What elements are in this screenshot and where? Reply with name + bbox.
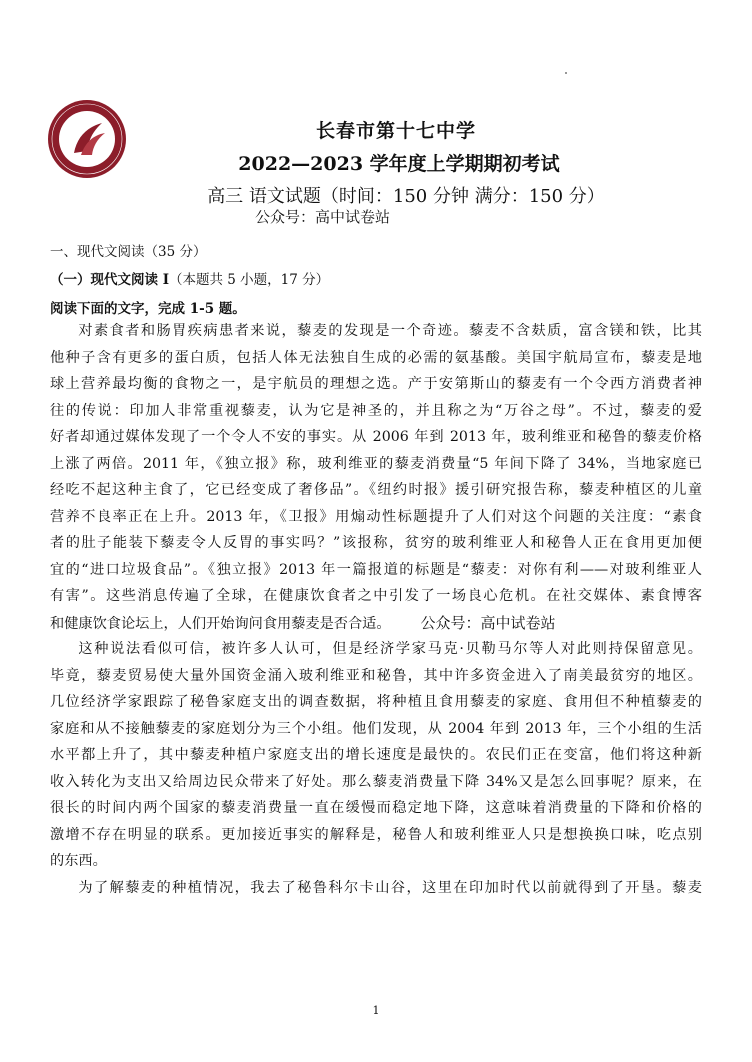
- paragraph-line: 家庭和从不接触藜麦的家庭划分为三个小组。他们发现，从 2004 年到 2013 年，三个小组的生活: [50, 720, 702, 737]
- instruction: 阅读下面的文字，完成 1-5 题。: [50, 301, 246, 317]
- paragraph-text: 和健康饮食论坛上，人们开始询问食用藜麦是否合适。: [50, 615, 391, 632]
- speck: [565, 72, 567, 74]
- paragraph-line: 这种说法看似可信，被许多人认可，但是经济学家马克·贝勒马尔等人对此则持保留意见。: [78, 641, 702, 657]
- paragraph-line: 的东西。: [50, 853, 107, 869]
- school-title: 长春市第十七中学: [315, 120, 476, 142]
- paragraph-line: 水平都上升了，其中藜麦种植户家庭支出的增长速度是最快的。农民们正在变富，他们将这种新: [50, 747, 702, 763]
- watermark-top: 公众号：高中试卷站: [255, 208, 391, 226]
- paragraph-line: 对素食者和肠胃疾病患者来说，藜麦的发现是一个奇迹。藜麦不含麸质，富含镁和铁，比其: [78, 323, 702, 339]
- paragraph-3: [50, 875, 702, 902]
- subsection-title: （一）现代文阅读 I: [50, 272, 170, 288]
- paragraph-line: 几位经济学家跟踪了秘鲁家庭支出的调查数据，将种植且食用藜麦的家庭、食用但不种植藜麦的: [50, 694, 702, 710]
- paragraph-line-last: [50, 610, 702, 638]
- paragraph-line: 好者却通过媒体发现了一个令人不安的事实。从 2006 年到 2013 年，玻利维亚和秘鲁的藜麦价格: [50, 429, 702, 445]
- subsection-heading: [50, 268, 329, 288]
- exam-title: 2022—2023 学年度上学期期初考试: [238, 153, 560, 175]
- paragraph-line: 球上营养最均衡的食物之一，是宇航员的理想之选。产于安第斯山的藜麦有一个令西方消费者神: [50, 376, 702, 392]
- subject-line: 高三 语文试题（时间：150 分钟 满分：150 分）: [207, 186, 605, 207]
- paragraph-line: 收入转化为支出又给周边民众带来了好处。那么藜麦消费量下降 34%又是怎么回事呢？原来，在: [50, 773, 702, 790]
- paragraph-line: 很长的时间内两个国家的藜麦消费量一直在缓慢而稳定地下降，这意味着消费量的下降和价格的: [50, 800, 702, 816]
- paragraph-line: 往的传说：印加人非常重视藜麦，认为它是神圣的，并且称之为“万谷之母”。不过，藜麦的爱: [50, 402, 702, 419]
- watermark-inline: 公众号：高中试卷站: [420, 613, 556, 632]
- paragraph-line: 他种子含有更多的蛋白质，包括人体无法独自生成的必需的氨基酸。美国宇航局宣布，藜麦是地: [50, 349, 702, 366]
- paragraph-line: 有害”。这些消息传遍了全球，在健康饮食者之中引发了一场良心危机。在社交媒体、素食博客: [50, 588, 702, 604]
- page-number: 1: [372, 1004, 380, 1017]
- paragraph-1: [50, 318, 702, 637]
- paragraph-line: 者的肚子能装下藜麦令人反胃的事实吗？”该报称，贫穷的玻利维亚人和秘鲁人正在食用更加便: [50, 535, 702, 551]
- paragraph-line: 毕竟，藜麦贸易使大量外国资金涌入玻利维亚和秘鲁，其中许多资金进入了南美最贫穷的地区。: [50, 667, 702, 684]
- paragraph-line: 为了解藜麦的种植情况，我去了秘鲁科尔卡山谷，这里在印加时代以前就得到了开垦。藜麦: [78, 880, 702, 896]
- subsection-note: （本题共 5 小题，17 分）: [169, 272, 330, 288]
- paragraph-line: 经吃不起这种主食了，它已经变成了奢侈品”。《纽约时报》援引研究报告称，藜麦种植区的儿童: [50, 482, 702, 498]
- section-heading: 一、现代文阅读（35 分）: [50, 244, 207, 260]
- paragraph-line: 营养不良率正在上升。2013 年，《卫报》用煽动性标题提升了人们对这个问题的关注度：“素食: [50, 508, 702, 525]
- paragraph-line: 激增不存在明显的联系。更加接近事实的解释是，秘鲁人和玻利维亚人只是想换换口味，吃点别: [50, 826, 702, 843]
- paragraph-2: [50, 636, 702, 875]
- paragraph-line: 宜的“进口垃圾食品”。《独立报》2013 年一篇报道的标题是“藜麦：对你有利——对玻利维亚人: [50, 561, 702, 578]
- paragraph-line: 上涨了两倍。2011 年，《独立报》称，玻利维亚的藜麦消费量“5 年间下降了 34%，当地家庭已: [50, 455, 702, 472]
